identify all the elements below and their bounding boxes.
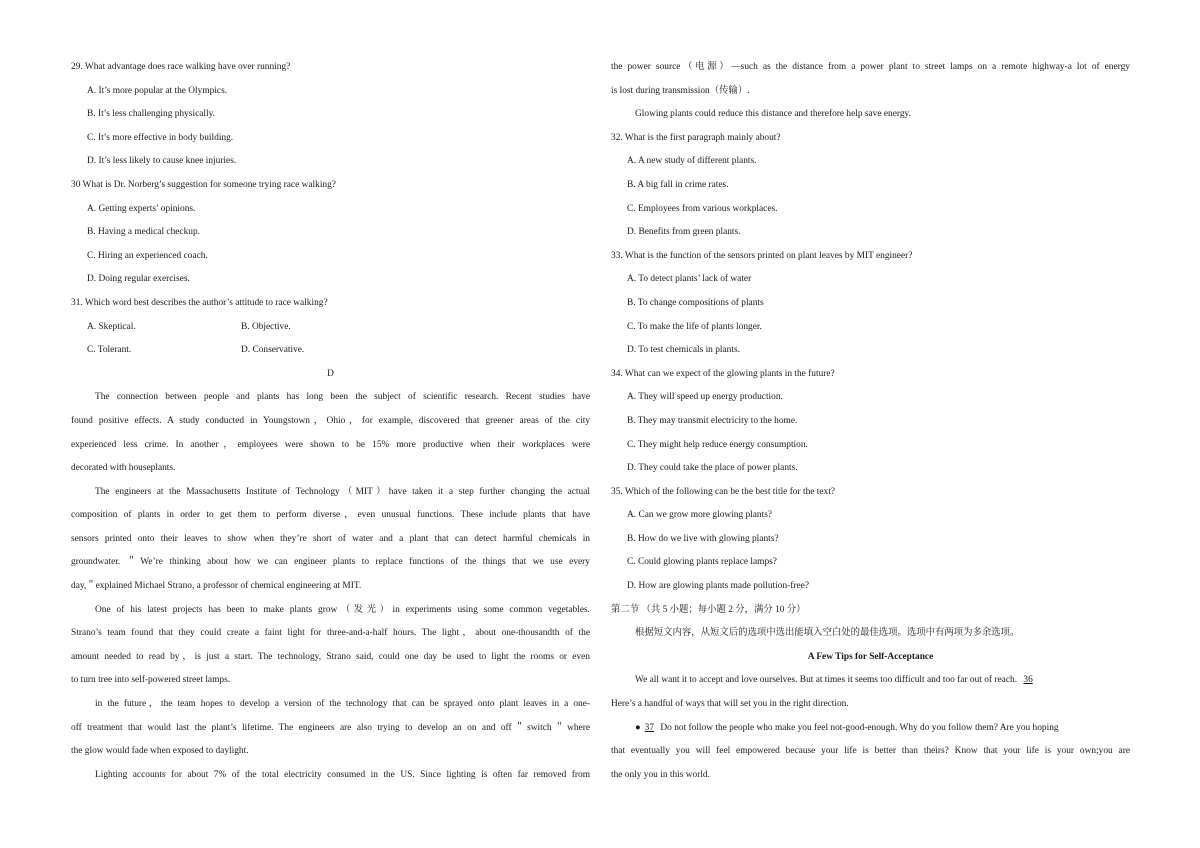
passage-closing-paragraph: Glowing plants could reduce this distance and therefore help save energy.: [635, 109, 911, 120]
blank-36[interactable]: 36: [1023, 675, 1033, 686]
passage-d-label: D: [327, 368, 334, 379]
passage-line: found positive effects. A study conducted in Youngstown，Ohio，for example, discovered that greener areas of the city: [71, 415, 590, 426]
question-30-stem: 30 What is Dr. Norberg’s suggestion for someone trying race walking?: [71, 179, 336, 190]
passage-line: to turn tree into self-powered street lamps.: [71, 675, 231, 686]
passage-paragraph-2-line-2: that eventually you will feel empowered because your life is better than theirs? Know that your life is your own;you are: [611, 746, 1130, 757]
passage-paragraph-2-line-3: the only you in this world.: [611, 769, 710, 780]
question-30-option-d: D. Doing regular exercises.: [87, 274, 190, 285]
question-34-option-b: B. They may transmit electricity to the home.: [627, 415, 798, 426]
passage-line: is lost during transmission（传输）.: [611, 85, 750, 96]
blank-37[interactable]: 37: [644, 722, 655, 733]
question-35-option-a: A. Can we grow more glowing plants?: [627, 510, 773, 521]
question-30-option-c: C. Hiring an experienced coach.: [87, 250, 208, 261]
section-2-instruction: 根据短文内容，从短文后的选项中选出能填入空白处的最佳选项。选项中有两项为多余选项。: [635, 628, 1020, 639]
question-32-option-c: C. Employees from various workplaces.: [627, 203, 778, 214]
question-34-option-a: A. They will speed up energy production.: [627, 392, 783, 403]
question-33-option-a: A. To detect plants’ lack of water: [627, 274, 752, 285]
question-29-option-c: C. It’s more effective in body building.: [87, 132, 234, 143]
question-35-option-c: C. Could glowing plants replace lamps?: [627, 557, 777, 568]
question-34-option-c: C. They might help reduce energy consumption.: [627, 439, 808, 450]
passage-line: The connection between people and plants has long been the subject of scientific research. Recent studies have: [95, 392, 590, 403]
passage-paragraph-1-line-2: Here’s a handful of ways that will set you in the right direction.: [611, 699, 849, 710]
question-31-option-d: D. Conservative.: [241, 345, 305, 356]
passage-title: A Few Tips for Self-Acceptance: [807, 651, 934, 662]
passage-paragraph-1-line-1: [611, 673, 1130, 697]
question-31-options-row-1: [71, 320, 590, 344]
question-32-stem: 32. What is the first paragraph mainly about?: [611, 132, 781, 143]
passage-line: Lighting accounts for about 7% of the total electricity consumed in the US. Since lighting is often far removed from: [95, 769, 590, 780]
passage-paragraph-2-line-1: [611, 721, 1130, 745]
right-column: [611, 60, 1130, 791]
passage-line: the glow would fade when exposed to daylight.: [71, 746, 249, 757]
section-2-heading: 第二节 （共 5 小题；每小题 2 分，满分 10 分）: [611, 604, 806, 615]
question-34-option-d: D. They could take the place of power plants.: [627, 463, 798, 474]
question-31-option-c: C. Tolerant.: [87, 345, 132, 356]
question-31-option-b: B. Objective.: [241, 321, 291, 332]
passage-line: amount needed to read by，is just a start. The technology, Strano said, could one day be used to light the rooms or even: [71, 651, 590, 662]
question-30-option-b: B. Having a medical checkup.: [87, 227, 200, 238]
question-31-options-row-2: [71, 343, 590, 367]
question-34-stem: 34. What can we expect of the glowing plants in the future?: [611, 368, 835, 379]
passage-line: day,＂explained Michael Strano, a professor of chemical engineering at MIT.: [71, 581, 362, 592]
question-33-option-b: B. To change compositions of plants: [627, 297, 764, 308]
question-32-option-b: B. A big fall in crime rates.: [627, 179, 729, 190]
question-33-option-c: C. To make the life of plants longer.: [627, 321, 762, 332]
question-33-stem: 33. What is the function of the sensors printed on plant leaves by MIT engineer?: [611, 250, 913, 261]
passage-text: We all want it to accept and love ourselves. But at times it seems too difficult and too far out of reach.: [635, 675, 1018, 686]
passage-line: Strano’s team found that they could create a faint light for three-and-a-half hours. The light，about one-thousandth of the: [71, 628, 590, 639]
passage-line: groundwater. ＂We’re thinking about how we can engineer plants to replace functions of the things that we use every: [71, 557, 590, 568]
passage-line: off treatment that would last the plant’s lifetime. The engineers are also trying to develop an on and off＂switch＂where: [71, 722, 590, 733]
question-32-option-a: A. A new study of different plants.: [627, 156, 757, 167]
question-31-stem: 31. Which word best describes the author’s attitude to race walking?: [71, 297, 328, 308]
left-column: [71, 60, 590, 791]
passage-line: composition of plants in order to get them to perform diverse，even unusual functions. These include plants that have: [71, 510, 590, 521]
bullet-icon: ●: [635, 722, 641, 733]
question-29-option-a: A. It’s more popular at the Olympics.: [87, 85, 228, 96]
passage-text: Do not follow the people who make you feel not-good-enough. Why do you follow them? Are you hoping: [660, 722, 1059, 733]
question-31-option-a: A. Skeptical.: [87, 321, 136, 332]
passage-line: in the future，the team hopes to develop a version of the technology that can be sprayed onto plant leaves in a one-: [95, 699, 590, 710]
passage-line: One of his latest projects has been to make plants grow（发光）in experiments using some common vegetables.: [95, 604, 590, 615]
question-33-option-d: D. To test chemicals in plants.: [627, 345, 740, 356]
question-32-option-d: D. Benefits from green plants.: [627, 227, 741, 238]
passage-line: experienced less crime. In another，employees were shown to be 15% more productive when their workplaces were: [71, 439, 590, 450]
question-35-stem: 35. Which of the following can be the best title for the text?: [611, 486, 835, 497]
passage-line: sensors printed onto their leaves to show when they’re short of water and a plant that can detect harmful chemicals in: [71, 533, 590, 544]
question-29-stem: 29. What advantage does race walking have over running?: [71, 62, 291, 72]
passage-line: The engineers at the Massachusetts Institute of Technology（MIT）have taken it a step further changing the actual: [95, 486, 590, 497]
question-35-option-d: D. How are glowing plants made pollution-free?: [627, 581, 809, 592]
question-29-option-b: B. It’s less challenging physically.: [87, 109, 216, 120]
passage-line: decorated with houseplants.: [71, 463, 176, 474]
question-35-option-b: B. How do we live with glowing plants?: [627, 533, 779, 544]
question-30-option-a: A. Getting experts’ opinions.: [87, 203, 196, 214]
question-29-option-d: D. It’s less likely to cause knee injuries.: [87, 156, 237, 167]
passage-line: the power source（电源）—such as the distance from a power plant to street lamps on a remote highway-a lot of energy: [611, 62, 1130, 72]
